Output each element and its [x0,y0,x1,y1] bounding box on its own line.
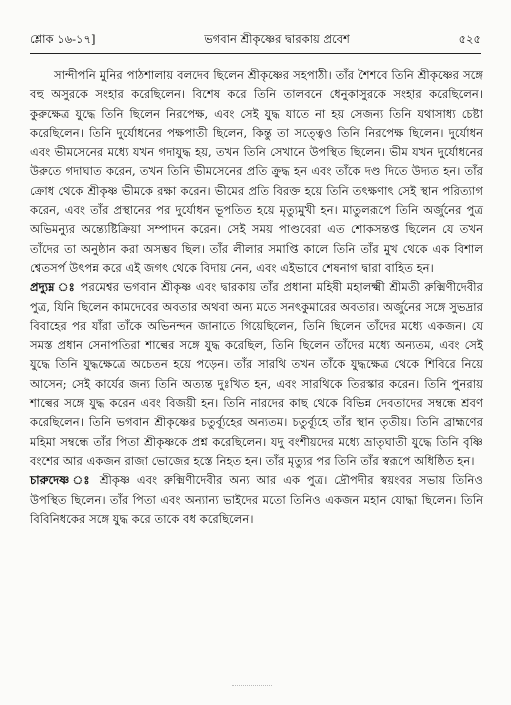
paragraph-pradyumna [30,278,483,471]
page-body [30,66,483,529]
paragraph-text: সান্দীপনি মুনির পাঠশালায় বলদেব ছিলেন শ্রীকৃষ্ণের সহপাঠী। তাঁর শৈশবে তিনি শ্রীকৃষ্ণের সঙ্গে বহু অসুরকে সংহার করেছিলেন। বিশেষ করে তিনি তালবনে ধেনুকাসুরকে সংহার করেছিলেন। কুরুক্ষেত্র যুদ্ধে তিনি ছিলেন নিরপেক্ষ, এবং সেই যুদ্ধ যাতে না হয় সেজন্য তিনি যথাসাধ্য চেষ্টা করেছিলেন। তিনি দুর্যোধনের পক্ষপাতী ছিলেন, কিন্তু তা সত্ত্বেও তিনি নিরপেক্ষ ছিলেন। দুর্যোধন এবং ভীমসেনের মধ্যে যখন গদাযুদ্ধ হয়, তখন তিনি সেখানে উপস্থিত ছিলেন। ভীম যখন দুর্যোধনের উরুতে গদাঘাত করেন, তখন তিনি ভীমসেনের প্রতি ক্রুদ্ধ হন এবং তাঁকে দণ্ড দিতে উদ্যত হন। তাঁর ক্রোধ থেকে শ্রীকৃষ্ণ ভীমকে রক্ষা করেন। ভীমের প্রতি বিরক্ত হয়ে তিনি তৎক্ষণাৎ সেই স্থান পরিত্যাগ করেন, এবং তাঁর প্রস্থানের পর দুর্যোধন ভূপতিত হয়ে মৃত্যুমুখী হন। মাতুলরূপে তিনি অর্জুনের পুত্র অভিমন্যুর অন্ত্যেষ্টিক্রিয়া সম্পাদন করেন। সেই সময় পাণ্ডবেরা এত শোকসন্তপ্ত ছিলেন যে তখন তাঁদের তা অনুষ্ঠান করা অসম্ভব ছিল। তাঁর লীলার সমাপ্তি কালে তিনি তাঁর মুখ থেকে এক বিশাল শ্বেতসর্প উৎপন্ন করে এই জগৎ থেকে বিদায় নেন, এবং এইভাবে শেষনাগ দ্বারা বাহিত হন। [30,68,483,275]
chapter-title: ভগবান শ্রীকৃষ্ণের দ্বারকায় প্রবেশ [204,32,350,46]
paragraph-baladeva [30,66,483,278]
footer-ornament [232,685,272,690]
page-header [30,30,481,50]
paragraph-charudeshna [30,471,483,529]
term-heading: চারুদেষ্ণ ঃ [30,473,100,488]
page-number: ৫২৫ [458,32,481,46]
verse-reference: শ্লোক ১৬-১৭] [30,32,96,46]
header-rule [30,53,481,54]
paragraph-text: পরমেশ্বর ভগবান শ্রীকৃষ্ণ এবং দ্বারকায় তাঁর প্রধানা মহিষী মহালক্ষ্মী শ্রীমতী রুক্মিণীদেবীর পুত্র, যিনি ছিলেন কামদেবের অবতার অথবা অন্য মতে সনৎকুমারের অবতার। অর্জুনের সঙ্গে সুভদ্রার বিবাহের পর যাঁরা তাঁকে অভিনন্দন জানাতে গিয়েছিলেন, তিনি ছিলেন তাঁদের মধ্যে একজন। যে সমস্ত প্রধান সেনাপতিরা শাল্বের সঙ্গে যুদ্ধ করেছিল, তিনি ছিলেন তাঁদের মধ্যে অন্যতম, এবং সেই যুদ্ধে তিনি যুদ্ধক্ষেত্রে অচেতন হয়ে পড়েন। তাঁর সারথি তখন তাঁকে যুদ্ধক্ষেত্র থেকে শিবিরে নিয়ে আসেন; সেই কার্যের জন্য তিনি অত্যন্ত দুঃখিত হন, এবং সারথিকে তিরস্কার করেন। তিনি পুনরায় শাল্বের সঙ্গে যুদ্ধ করেন এবং বিজয়ী হন। তিনি নারদের কাছ থেকে বিভিন্ন দেবতাদের সম্বন্ধে শ্রবণ করেছিলেন। তিনি ভগবান শ্রীকৃষ্ণের চতুর্ব্যূহের অন্যতম। চতুর্ব্যূহে তাঁর স্থান তৃতীয়। তিনি ব্রাহ্মণের মহিমা সম্বন্ধে তাঁর পিতা শ্রীকৃষ্ণকে প্রশ্ন করেছিলেন। যদু বংশীয়দের মধ্যে ভ্রাতৃঘাতী যুদ্ধে তিনি বৃষ্ণি বংশের আর একজন রাজা ভোজের হস্তে নিহত হন। তাঁর মৃত্যুর পর তিনি তাঁর স্বরূপে অধিষ্ঠিত হন। [30,280,483,468]
term-heading: প্রদ্যুম্ন ঃ [30,280,81,295]
paragraph-text: শ্রীকৃষ্ণ এবং রুক্মিণীদেবীর অন্য আর এক পুত্র। দ্রৌপদীর স্বয়ংবর সভায় তিনিও উপস্থিত ছিলেন। তাঁর পিতা এবং অন্যান্য ভাইদের মতো তিনিও একজন মহান যোদ্ধা ছিলেন। তিনি বিবিনিধকের সঙ্গে যুদ্ধ করে তাকে বধ করেছিলেন। [30,473,483,526]
